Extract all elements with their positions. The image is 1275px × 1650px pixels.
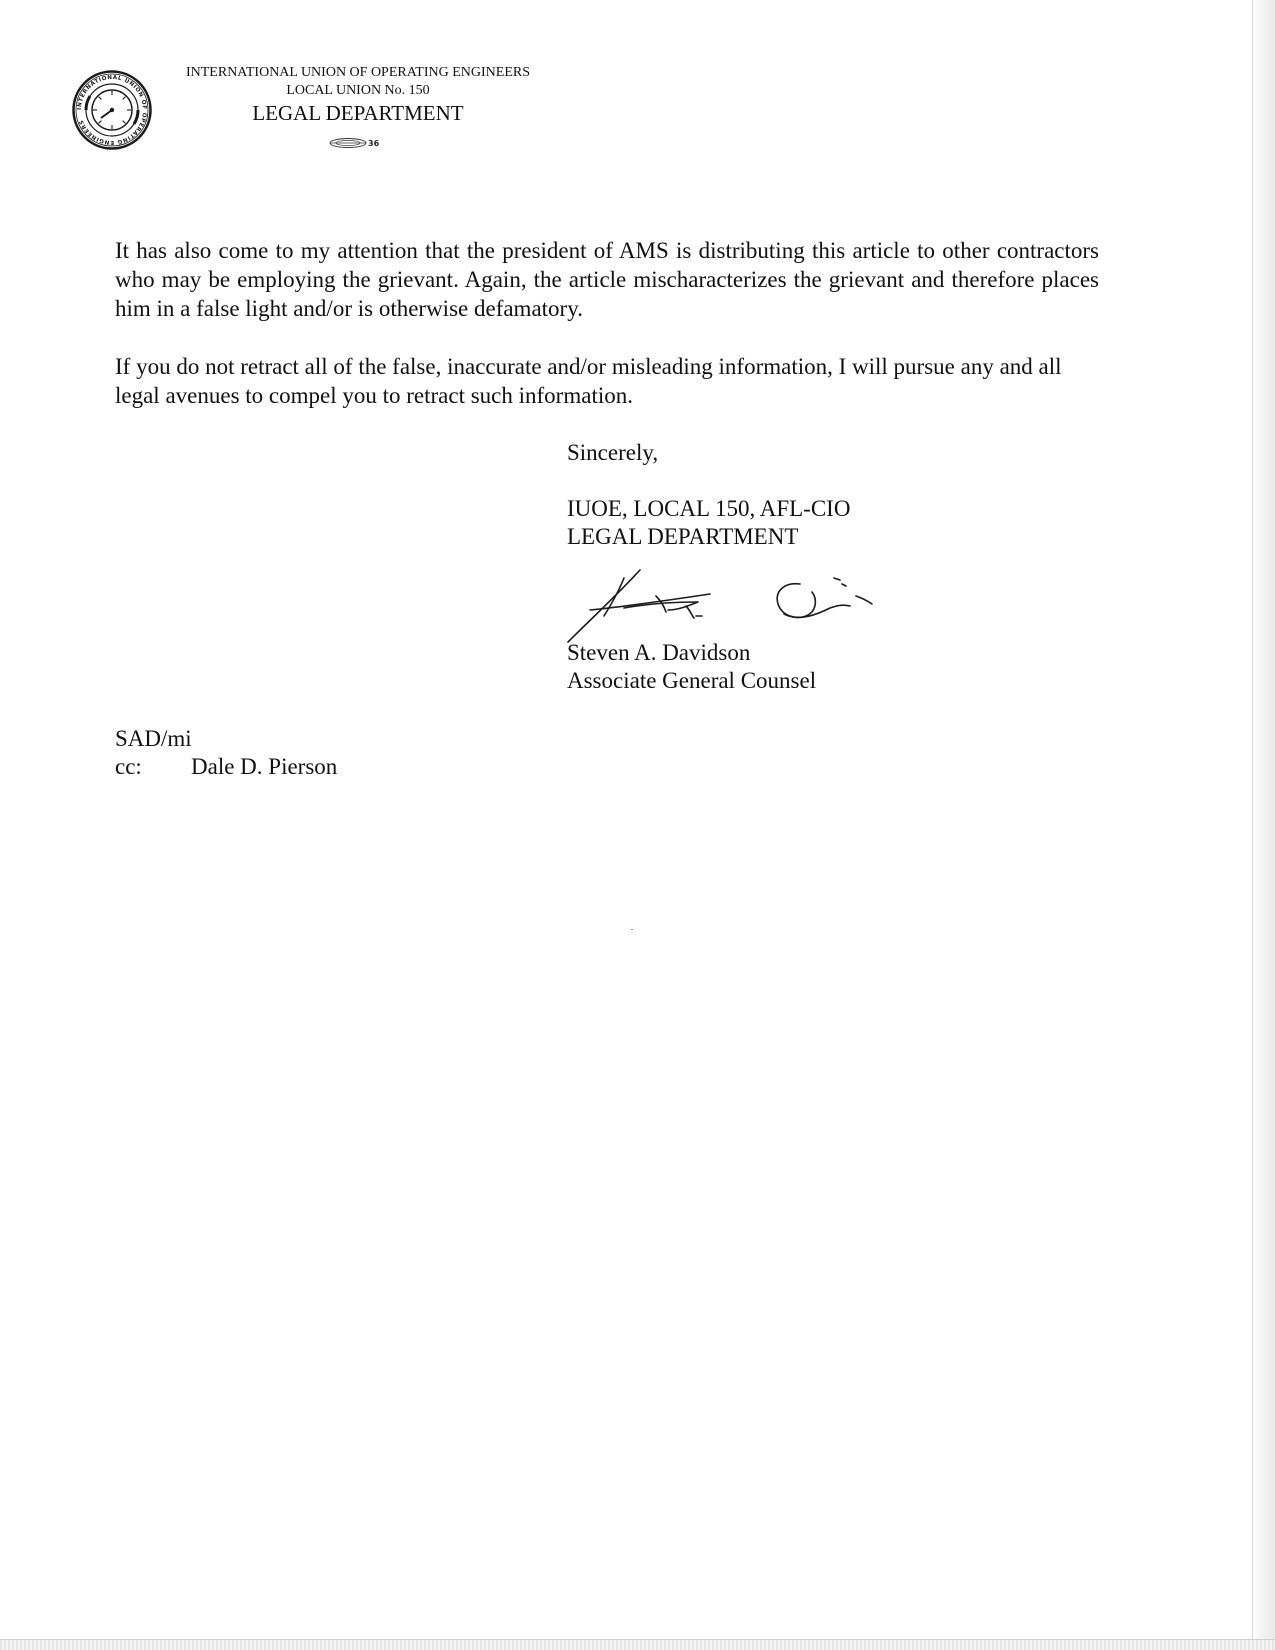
seal-ring-text: INTERNATIONAL UNION OF OPERATING ENGINEERS xyxy=(76,74,148,146)
letterhead-department: LEGAL DEPARTMENT xyxy=(252,101,464,125)
union-bug-number: 36 xyxy=(368,139,380,148)
letterhead-local-union: LOCAL UNION No. 150 xyxy=(286,83,430,98)
cc-recipient: Dale D. Pierson xyxy=(191,754,338,779)
cc-label: cc: xyxy=(115,754,142,779)
scan-edge-bottom xyxy=(0,1639,1275,1650)
closing: Sincerely, xyxy=(567,440,659,465)
signature-organization: IUOE, LOCAL 150, AFL-CIO xyxy=(567,496,851,521)
signer-name: Steven A. Davidson xyxy=(567,640,751,665)
body-paragraph-2: If you do not retract all of the false, inaccurate and/or misleading information, I will pursue any and all legal avenues to compel you to retract such information. xyxy=(115,354,1062,408)
body-paragraph-1: It has also come to my attention that the president of AMS is distributing this article to other contractors who may be employing the grievant. Again, the article mischaracterizes the grievant and therefore places him in a false light and/or is otherwise defamatory. xyxy=(115,238,1099,321)
union-seal-logo xyxy=(72,70,152,150)
letterhead-union-name: INTERNATIONAL UNION OF OPERATING ENGINEERS xyxy=(185,65,530,80)
typist-initials: SAD/mi xyxy=(115,726,192,751)
scan-edge-right xyxy=(1252,0,1275,1650)
scan-speck xyxy=(631,929,633,930)
signature-department: LEGAL DEPARTMENT xyxy=(567,524,799,549)
union-bug-icon xyxy=(326,136,386,150)
signer-title: Associate General Counsel xyxy=(567,668,817,693)
